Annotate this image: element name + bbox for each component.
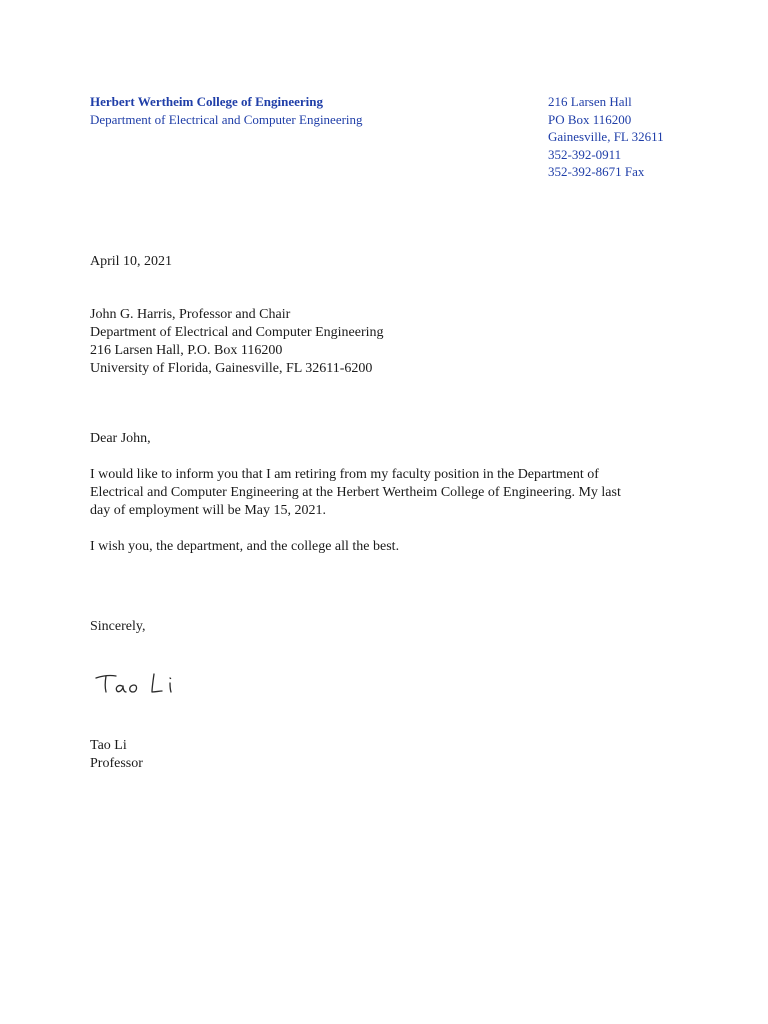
closing: Sincerely,: [90, 619, 146, 634]
letterhead-address: [548, 93, 664, 181]
recipient-line: 216 Larsen Hall, P.O. Box 116200: [90, 343, 283, 358]
body-paragraph-2: I wish you, the department, and the college all the best.: [90, 539, 400, 554]
letterhead-institution: [90, 93, 363, 129]
department-name: Department of Electrical and Computer Engineering: [90, 112, 363, 127]
college-name: Herbert Wertheim College of Engineering: [90, 94, 323, 109]
letter-date: April 10, 2021: [90, 254, 173, 269]
address-line: 216 Larsen Hall: [548, 94, 632, 109]
phone-number: 352-392-0911: [548, 146, 622, 162]
paragraph-line: I would like to inform you that I am retiring from my faculty position in the Department of: [90, 467, 599, 482]
salutation: Dear John,: [90, 431, 151, 446]
paragraph-line: Electrical and Computer Engineering at the Herbert Wertheim College of Engineering. My last: [90, 485, 621, 500]
signer-title: Professor: [90, 756, 143, 771]
address-line: Gainesville, FL 32611: [548, 129, 664, 144]
body-paragraph-1: [90, 466, 680, 520]
address-line: PO Box 116200: [548, 111, 632, 127]
handwritten-signature: [92, 664, 192, 700]
signer-block: [90, 737, 143, 773]
paragraph-line: day of employment will be May 15, 2021.: [90, 503, 327, 518]
signer-name: Tao Li: [90, 738, 127, 753]
recipient-line: Department of Electrical and Computer Engineering: [90, 325, 384, 340]
fax-number: 352-392-8671 Fax: [548, 164, 645, 179]
recipient-line: John G. Harris, Professor and Chair: [90, 307, 291, 322]
recipient-block: [90, 306, 384, 378]
recipient-line: University of Florida, Gainesville, FL 32611-6200: [90, 361, 373, 376]
